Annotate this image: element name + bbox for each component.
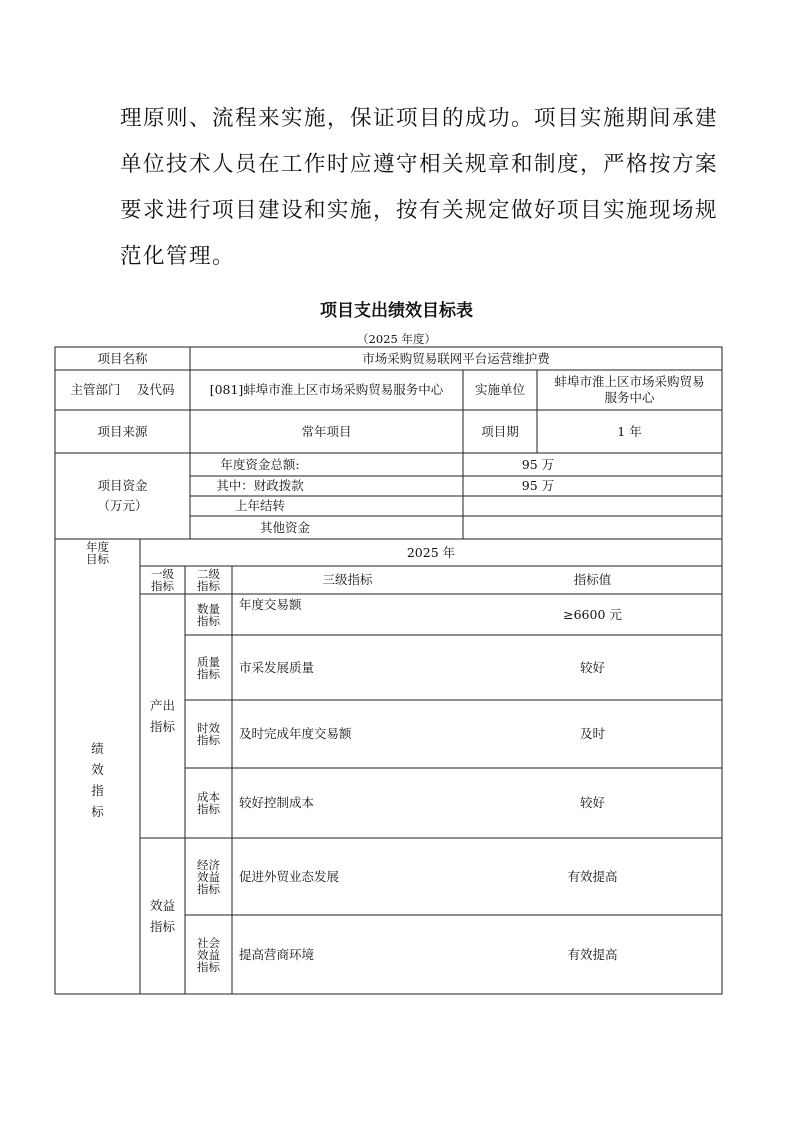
paragraph-line: 要求进行项目建设和实施，按有关规定做好项目实施现场规 [120, 198, 719, 223]
indicator-value: 较好 [579, 795, 605, 810]
level2-line: 指标 [197, 881, 220, 896]
annual-goal-label [55, 539, 140, 566]
dept-label: 主管部门 及代码 [70, 382, 175, 397]
indicator-value: 较好 [579, 659, 605, 675]
impl-unit-value [537, 370, 722, 410]
header-level1-line: 一级 [151, 567, 174, 581]
dept-value: [081]蚌埠市淮上区市场采购贸易服务中心 [209, 382, 444, 397]
level2-line: 效益 [197, 947, 220, 962]
funds-fiscal-label: 其中：财政拨款 [216, 478, 304, 493]
source-label: 项目来源 [97, 423, 148, 439]
header-level2 [185, 566, 232, 594]
level2-line: 时效 [197, 721, 220, 735]
impl-unit-label: 实施单位 [474, 382, 525, 397]
perf-label-char: 绩 [91, 741, 104, 756]
indicator-value: 及时 [579, 726, 605, 741]
level2-indicator [185, 635, 232, 700]
level2-line: 社会 [197, 935, 220, 950]
impl-unit-line: 服务中心 [604, 390, 655, 405]
funds-label [55, 453, 190, 539]
level2-line: 经济 [197, 857, 220, 872]
header-level2-line: 二级 [197, 567, 220, 581]
header-level2-line: 指标 [197, 579, 220, 593]
annual-goal-label-line: 年度 [86, 539, 109, 554]
level2-line: 指标 [197, 666, 220, 681]
funds-fiscal-value: 95 万 [521, 478, 555, 493]
level2-line: 指标 [197, 733, 220, 747]
perf-label-char: 指 [91, 783, 104, 798]
benefit-label-line: 指标 [149, 919, 175, 934]
funds-label-line: 项目资金 [97, 478, 148, 493]
table-title: 项目支出绩效目标表 [320, 301, 473, 321]
level3-indicator: 市采发展质量 [239, 659, 315, 675]
output-label-line: 产出 [149, 698, 175, 713]
source-value: 常年项目 [301, 423, 352, 439]
level2-line: 成本 [197, 790, 220, 804]
header-level1-line: 指标 [151, 579, 174, 593]
level3-indicator: 促进外贸业态发展 [239, 868, 340, 884]
paragraph-line: 理原则、流程来实施，保证项目的成功。项目实施期间承建 [120, 106, 719, 131]
funds-carryover-value [463, 496, 722, 516]
level2-line: 效益 [197, 869, 220, 884]
level2-line: 数量 [197, 601, 220, 616]
indicator-value: 有效提高 [567, 946, 618, 962]
annual-goal-label-line: 目标 [86, 551, 109, 566]
header-value: 指标值 [573, 572, 612, 587]
header-level3: 三级指标 [322, 572, 373, 587]
level3-indicator: 较好控制成本 [239, 795, 315, 810]
level2-indicator [185, 838, 232, 915]
level2-indicator [185, 700, 232, 768]
perf-indicator-label [55, 566, 140, 994]
level2-indicator [185, 915, 232, 994]
funds-total-label: 年度资金总额: [220, 456, 300, 472]
benefit-indicator-label [140, 838, 185, 994]
funds-label-line: （万元） [97, 498, 148, 513]
header-level1 [140, 566, 185, 594]
funds-carryover-label: 上年结转 [234, 498, 285, 513]
level2-indicator [185, 768, 232, 838]
perf-label-char: 标 [91, 804, 104, 819]
period-value: 1 年 [617, 423, 642, 439]
indicator-value: ≥6600 元 [563, 606, 622, 622]
indicator-value: 有效提高 [567, 868, 618, 884]
table-subtitle: （2025 年度） [357, 332, 436, 346]
funds-other-value [463, 516, 722, 539]
level2-line: 质量 [197, 654, 220, 669]
level3-indicator: 及时完成年度交易额 [239, 726, 352, 741]
perf-label-char: 效 [91, 762, 104, 777]
period-label: 项目期 [481, 423, 519, 439]
project-name-value: 市场采购贸易联网平台运营维护费 [362, 350, 550, 366]
annual-goal-value: 2025 年 [406, 544, 456, 560]
level2-indicator [185, 594, 232, 635]
output-indicator-label [140, 594, 185, 838]
paragraph-line: 范化管理。 [120, 244, 236, 269]
level3-indicator: 提高营商环境 [239, 946, 315, 962]
impl-unit-line: 蚌埠市淮上区市场采购贸易 [554, 374, 705, 389]
level2-line: 指标 [197, 802, 220, 816]
paragraph-line: 单位技术人员在工作时应遵守相关规章和制度，严格按方案 [120, 152, 719, 177]
level2-line: 指标 [197, 959, 220, 974]
project-name-label: 项目名称 [97, 350, 148, 366]
funds-total-value: 95 万 [521, 456, 555, 472]
level3-indicator: 年度交易额 [239, 597, 302, 612]
level2-line: 指标 [197, 613, 220, 628]
output-label-line: 指标 [149, 719, 175, 734]
funds-other-label: 其他资金 [259, 519, 310, 535]
benefit-label-line: 效益 [149, 898, 175, 913]
